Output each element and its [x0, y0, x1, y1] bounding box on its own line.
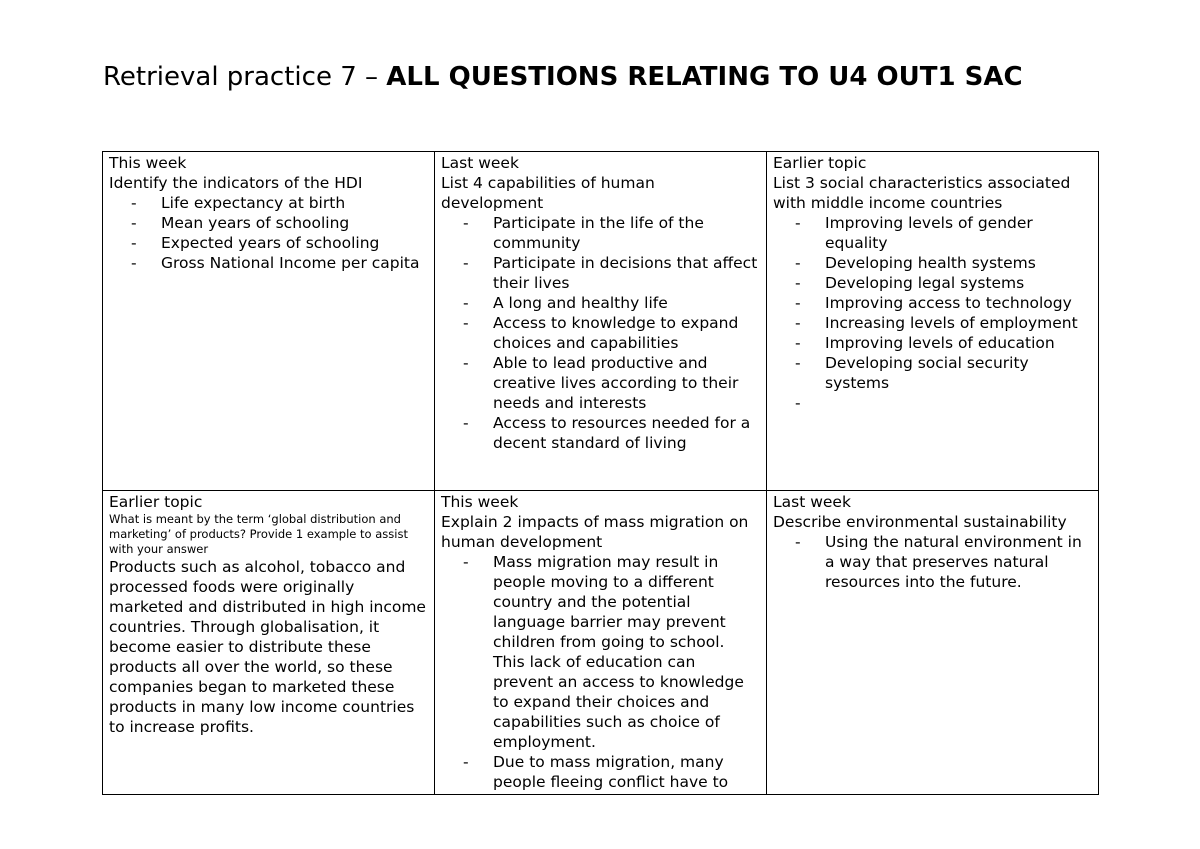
- list-item: - Improving levels of gender equality: [795, 213, 1092, 253]
- list-item: - Improving levels of education: [795, 333, 1092, 353]
- cell-label: Earlier topic: [773, 154, 867, 172]
- list-item: - Developing legal systems: [795, 273, 1092, 293]
- cell-question: Explain 2 impacts of mass migration on human development: [441, 513, 749, 551]
- cell-answer: Products such as alcohol, tobacco and processed foods were originally marketed and distributed in high income countries. Through globalisation, it become easier to distribute these products all over the world, so these companies began to marketed these products in many low income countries to increase profits.: [109, 558, 426, 736]
- cell-content: [441, 492, 760, 794]
- list-item: - Participate in decisions that affect their lives: [463, 253, 760, 293]
- grid-row: [103, 152, 1099, 491]
- list-item: - Improving access to technology: [795, 293, 1092, 313]
- list-item: - Mean years of schooling: [131, 213, 428, 233]
- grid-cell-earlier-topic-social: [767, 152, 1099, 491]
- page-title: [103, 60, 1103, 94]
- list-item: - Increasing levels of employment: [795, 313, 1092, 333]
- cell-label: This week: [109, 154, 187, 172]
- cell-question: What is meant by the term ‘global distribution and marketing’ of products? Provide 1 example to assist with your answer: [109, 512, 408, 556]
- list-item: - Life expectancy at birth: [131, 193, 428, 213]
- grid-cell-this-week-migration: [435, 491, 767, 795]
- title-prefix: Retrieval practice 7 –: [103, 62, 387, 92]
- grid-cell-last-week-capabilities: [435, 152, 767, 491]
- cell-label: Last week: [773, 493, 851, 511]
- bullet-list: [109, 193, 428, 273]
- cell-question: Identify the indicators of the HDI: [109, 174, 363, 192]
- list-item: - Due to mass migration, many people fleeing conflict have to: [463, 752, 760, 792]
- list-item: - Developing health systems: [795, 253, 1092, 273]
- list-item: - Access to knowledge to expand choices and capabilities: [463, 313, 760, 353]
- bullet-list: [441, 552, 760, 792]
- grid-row: [103, 491, 1099, 795]
- grid-cell-earlier-topic-global-distribution: [103, 491, 435, 795]
- cell-label: This week: [441, 493, 519, 511]
- cell-question: List 3 social characteristics associated with middle income countries: [773, 174, 1071, 212]
- grid-cell-last-week-sustainability: [767, 491, 1099, 795]
- list-item: - Access to resources needed for a decent standard of living: [463, 413, 760, 453]
- list-item: - A long and healthy life: [463, 293, 760, 313]
- bullet-list: [773, 532, 1092, 592]
- list-item: - Using the natural environment in a way that preserves natural resources into the future.: [795, 532, 1092, 592]
- grid-cell-this-week-hdi: [103, 152, 435, 491]
- list-item: - Expected years of schooling: [131, 233, 428, 253]
- list-item: - Participate in the life of the community: [463, 213, 760, 253]
- list-item: - Gross National Income per capita: [131, 253, 428, 273]
- list-item: - Mass migration may result in people moving to a different country and the potential language barrier may prevent children from going to school. This lack of education can prevent an access to knowledge to expand their choices and capabilities such as choice of employment.: [463, 552, 760, 752]
- list-item: - Developing social security systems: [795, 353, 1092, 393]
- bullet-list: [773, 213, 1092, 413]
- list-item: [795, 393, 1092, 413]
- cell-question: Describe environmental sustainability: [773, 513, 1067, 531]
- cell-label: Last week: [441, 154, 519, 172]
- cell-label: Earlier topic: [109, 493, 203, 511]
- cell-question: List 4 capabilities of human development: [441, 174, 655, 212]
- bullet-list: [441, 213, 760, 453]
- retrieval-grid: [102, 151, 1099, 795]
- list-item: - Able to lead productive and creative lives according to their needs and interests: [463, 353, 760, 413]
- title-bold: ALL QUESTIONS RELATING TO U4 OUT1 SAC: [386, 62, 1023, 92]
